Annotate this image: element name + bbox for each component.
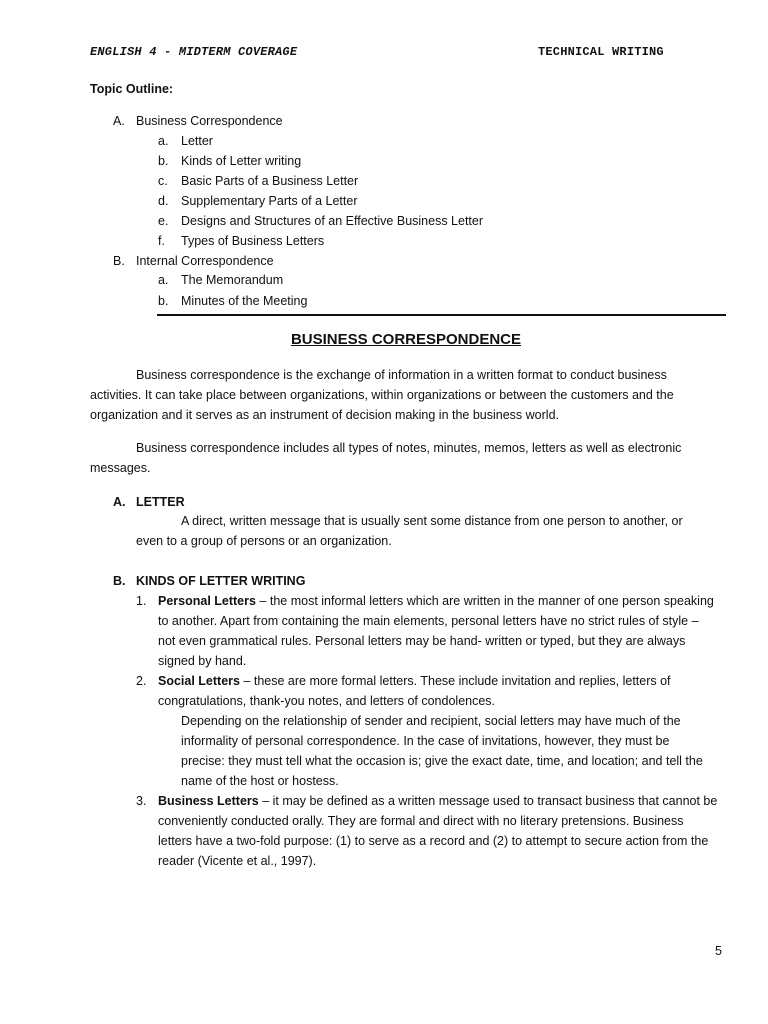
intro-paragraph-2 bbox=[90, 438, 681, 478]
text-line bbox=[158, 671, 703, 691]
outline-section-label: Business Correspondence bbox=[136, 114, 283, 128]
text-line: conveniently conducted orally. They are formal and direct with no literary pretensions. Business bbox=[158, 814, 684, 828]
outline-item-label: Designs and Structures of an Effective Business Letter bbox=[181, 214, 484, 228]
text-line: congratulations, thank-you notes, and letters of condolences. bbox=[158, 694, 496, 708]
outline-item-marker: f. bbox=[158, 234, 165, 248]
text-line bbox=[158, 591, 714, 611]
text-line: reader (Vicente et al., 1997). bbox=[158, 854, 317, 868]
outline-item-marker: d. bbox=[158, 194, 169, 208]
outline-item-marker: c. bbox=[158, 174, 168, 188]
kind-item-marker: 3. bbox=[136, 794, 147, 808]
outline-item-label: Minutes of the Meeting bbox=[181, 294, 308, 308]
page-number: 5 bbox=[715, 944, 722, 958]
horizontal-rule bbox=[157, 314, 726, 316]
term: Personal Letters bbox=[158, 594, 256, 608]
intro-paragraph-1 bbox=[90, 365, 674, 425]
outline-item-label: Letter bbox=[181, 134, 213, 148]
text-line: Depending on the relationship of sender and recipient, social letters may have much of the bbox=[181, 714, 681, 728]
text-line: Business correspondence is the exchange of information in a written format to conduct business bbox=[136, 368, 667, 382]
text-line: letters have a two-fold purpose: (1) to serve as a record and (2) to attempt to secure action from the bbox=[158, 834, 709, 848]
outline-item-marker: e. bbox=[158, 214, 169, 228]
outline-section-marker: A. bbox=[113, 114, 125, 128]
kind-item-marker: 2. bbox=[136, 674, 147, 688]
text-line bbox=[158, 791, 717, 811]
outline-item-marker: a. bbox=[158, 273, 169, 287]
text-line: activities. It can take place between organizations, within organizations or between the customers and the bbox=[90, 388, 674, 402]
outline-item-marker: b. bbox=[158, 154, 169, 168]
kind-item-social bbox=[158, 671, 703, 791]
text-line: A direct, written message that is usually sent some distance from one person to another, or bbox=[181, 514, 683, 528]
kind-item-personal bbox=[158, 591, 714, 671]
letter-heading: LETTER bbox=[136, 495, 185, 509]
text-line: signed by hand. bbox=[158, 654, 247, 668]
outline-section-label: Internal Correspondence bbox=[136, 254, 274, 268]
section-title: BUSINESS CORRESPONDENCE bbox=[290, 331, 522, 348]
text-line: not even grammatical rules. Personal letters may be hand- written or typed, but they are always bbox=[158, 634, 686, 648]
letter-definition bbox=[136, 511, 683, 551]
header-subject: TECHNICAL WRITING bbox=[538, 45, 664, 59]
letter-marker: A. bbox=[113, 495, 126, 509]
term: Social Letters bbox=[158, 674, 240, 688]
text-run: – the most informal letters which are written in the manner of one person speaking bbox=[255, 594, 714, 608]
outline-heading: Topic Outline: bbox=[90, 82, 174, 96]
outline-item-label: Basic Parts of a Business Letter bbox=[181, 174, 359, 188]
outline-item-label: Types of Business Letters bbox=[181, 234, 325, 248]
outline-section-marker: B. bbox=[113, 254, 125, 268]
header-course-title: ENGLISH 4 - MIDTERM COVERAGE bbox=[90, 45, 298, 59]
text-line: name of the host or hostess. bbox=[181, 774, 339, 788]
text-run: – it may be defined as a written message used to transact business that cannot be bbox=[258, 794, 718, 808]
kinds-heading: KINDS OF LETTER WRITING bbox=[136, 574, 306, 588]
term: Business Letters bbox=[158, 794, 259, 808]
outline-item-marker: a. bbox=[158, 134, 169, 148]
kinds-marker: B. bbox=[113, 574, 126, 588]
kind-item-marker: 1. bbox=[136, 594, 147, 608]
text-line: organization and it serves as an instrument of decision making in the business world. bbox=[90, 408, 560, 422]
text-line: to another. Apart from containing the main elements, personal letters have no strict rules of style – bbox=[158, 614, 699, 628]
text-line: Business correspondence includes all types of notes, minutes, memos, letters as well as electronic bbox=[136, 441, 682, 455]
text-run: – these are more formal letters. These include invitation and replies, letters of bbox=[239, 674, 671, 688]
kind-item-business bbox=[158, 791, 717, 871]
text-line: messages. bbox=[90, 461, 151, 475]
text-line: precise: they must tell what the occasion is; give the exact date, time, and location; and tell the bbox=[181, 754, 703, 768]
outline-item-label: Kinds of Letter writing bbox=[181, 154, 302, 168]
text-line: informality of personal correspondence. In the case of invitations, however, they must be bbox=[181, 734, 670, 748]
outline-item-marker: b. bbox=[158, 294, 169, 308]
outline-item-label: Supplementary Parts of a Letter bbox=[181, 194, 358, 208]
text-line: even to a group of persons or an organization. bbox=[136, 534, 392, 548]
outline-item-label: The Memorandum bbox=[181, 273, 284, 287]
